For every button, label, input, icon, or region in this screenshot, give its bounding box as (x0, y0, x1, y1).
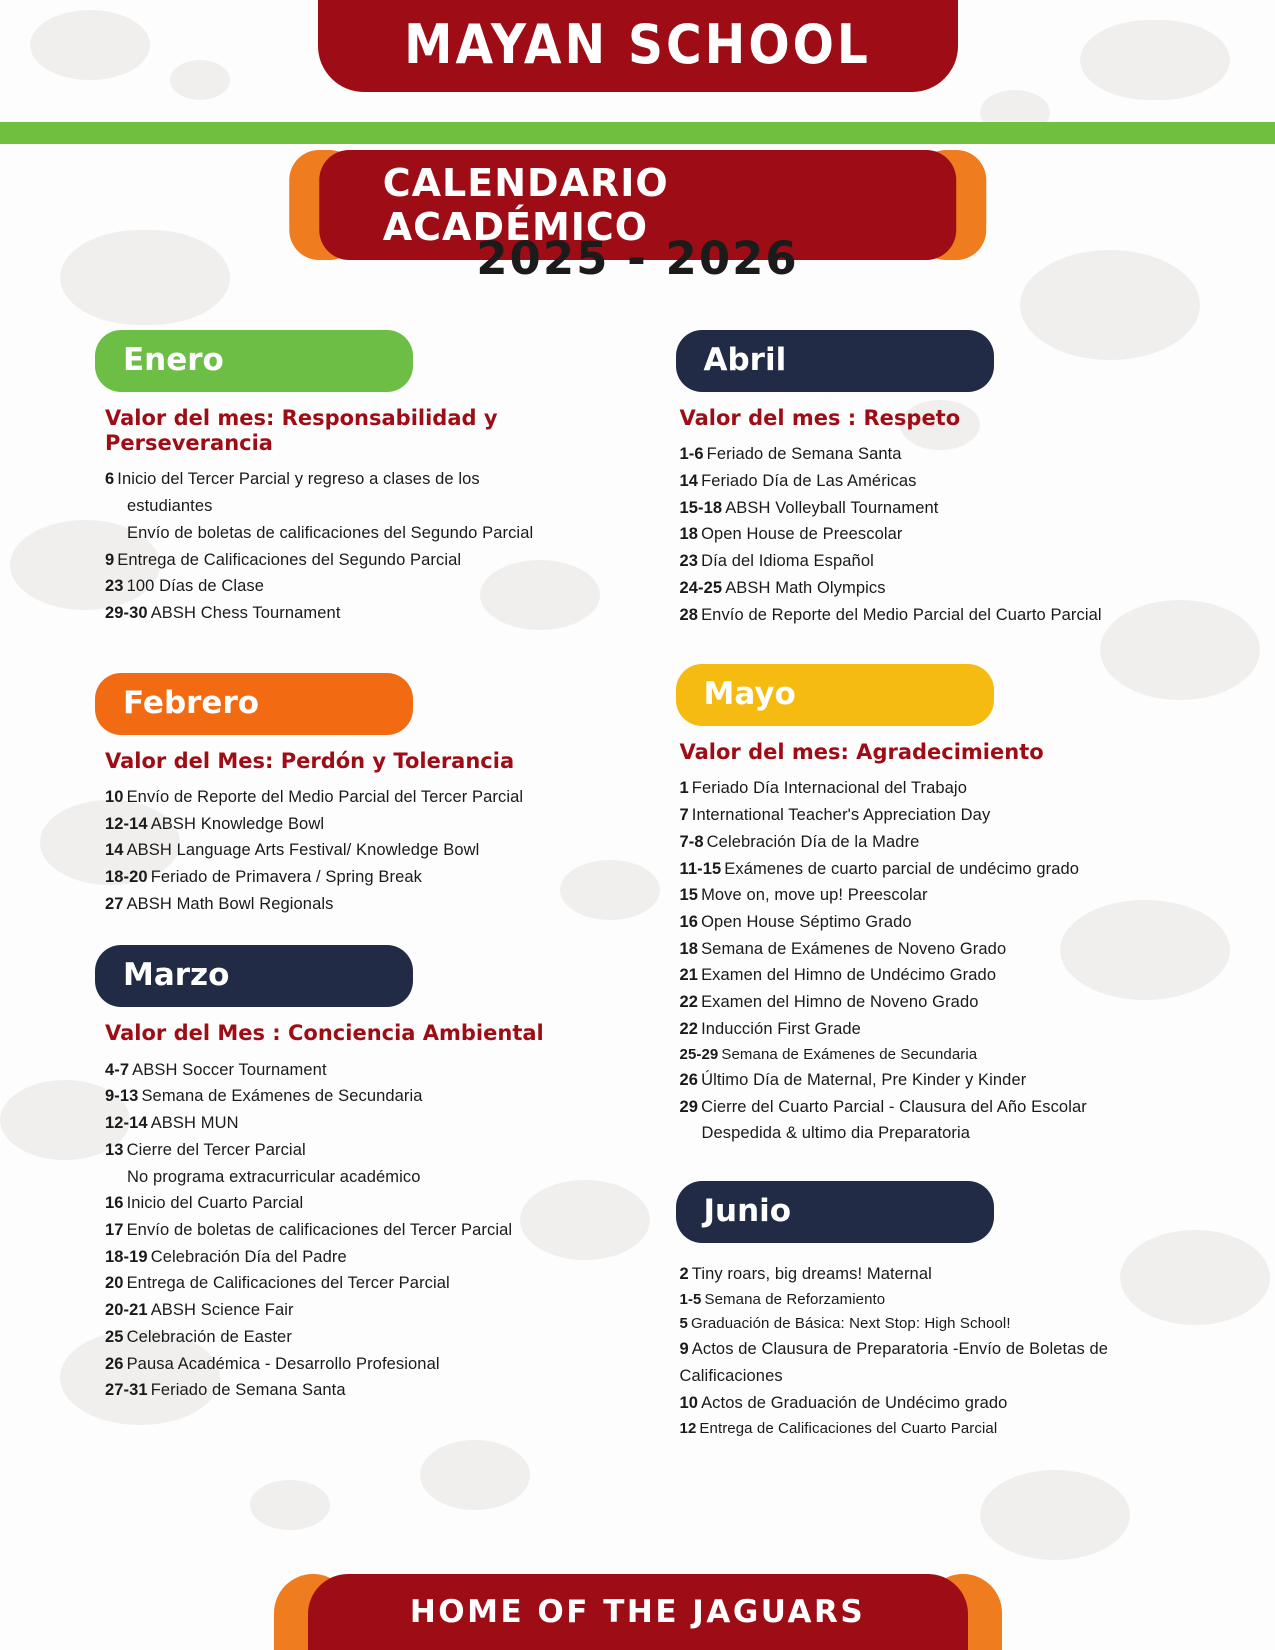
list-item: 13 Cierre del Tercer Parcial (105, 1140, 306, 1159)
list-item: 14 ABSH Language Arts Festival/ Knowledge Bowl (105, 841, 480, 860)
list-item: 25-29 Semana de Exámenes de Secundaria (679, 1045, 978, 1063)
list-item: 24-25 ABSH Math Olympics (679, 578, 886, 597)
footer-banner (308, 1574, 968, 1650)
list-item: 16 Inicio del Cuarto Parcial (105, 1194, 304, 1213)
event-list-marzo (105, 1057, 618, 1404)
list-item: 18-19 Celebración Día del Padre (105, 1247, 347, 1266)
list-item: 7-8 Celebración Día de la Madre (679, 832, 920, 851)
event-list-mayo (680, 775, 1236, 1147)
list-item: estudiantes (127, 497, 213, 516)
month-block-febrero (95, 673, 618, 918)
month-title-junio: Junio (676, 1181, 994, 1243)
list-item: 2 Tiny roars, big dreams! Maternal (679, 1265, 932, 1284)
event-list-enero (105, 466, 618, 626)
month-title-mayo: Mayo (676, 664, 994, 726)
list-item: 11-15 Exámenes de cuarto parcial de undécimo grado (679, 859, 1080, 878)
school-banner (318, 0, 958, 92)
month-block-abril (676, 330, 1236, 628)
right-column (638, 330, 1275, 1459)
list-item: 6 Inicio del Tercer Parcial y regreso a clases de los (105, 470, 480, 489)
list-item: 22 Inducción First Grade (679, 1019, 861, 1038)
list-item: 18 Open House de Preescolar (679, 525, 903, 544)
list-item: 21 Examen del Himno de Undécimo Grado (679, 966, 997, 985)
school-name: MAYAN SCHOOL (404, 13, 871, 76)
month-value-marzo: Valor del Mes : Conciencia Ambiental (105, 1021, 544, 1046)
list-item: 9-13 Semana de Exámenes de Secundaria (105, 1087, 423, 1106)
list-item: 1-6 Feriado de Semana Santa (679, 445, 902, 464)
month-title-abril: Abril (676, 330, 994, 392)
list-item: 4-7 ABSH Soccer Tournament (105, 1060, 327, 1079)
list-item: 29-30 ABSH Chess Tournament (105, 603, 341, 622)
event-list-abril (680, 441, 1236, 628)
list-item: 5 Graduación de Básica: Next Stop: High School! (679, 1315, 1011, 1333)
list-item: 1-5 Semana de Reforzamiento (679, 1290, 886, 1308)
event-list-junio (680, 1261, 1236, 1441)
month-block-marzo (95, 945, 618, 1404)
list-item: 23 Día del Idioma Español (679, 552, 874, 571)
list-item: 27-31 Feriado de Semana Santa (105, 1381, 346, 1400)
list-item: Envío de boletas de calificaciones del Segundo Parcial (127, 523, 534, 542)
months-columns (0, 330, 1275, 1459)
event-list-febrero (105, 784, 618, 918)
month-title-febrero: Febrero (95, 673, 413, 735)
list-item: No programa extracurricular académico (127, 1167, 421, 1186)
list-item: Calificaciones (679, 1367, 783, 1386)
list-item: 18-20 Feriado de Primavera / Spring Break (105, 868, 422, 887)
list-item: 12 Entrega de Calificaciones del Cuarto Parcial (679, 1419, 998, 1437)
list-item: 28 Envío de Reporte del Medio Parcial del Cuarto Parcial (679, 605, 1102, 624)
month-block-junio (676, 1181, 1236, 1441)
list-item: Despedida & ultimo dia Preparatoria (701, 1124, 971, 1143)
month-title-enero: Enero (95, 330, 413, 392)
list-item: 9 Actos de Clausura de Preparatoria -Envío de Boletas de (679, 1340, 1109, 1359)
list-item: 26 Pausa Académica - Desarrollo Profesional (105, 1354, 440, 1373)
page-title: CALENDARIO ACADÉMICO (382, 161, 669, 249)
academic-year: 2025 - 2026 (476, 232, 799, 285)
list-item: 10 Actos de Graduación de Undécimo grado (679, 1393, 1008, 1412)
month-value-abril: Valor del mes : Respeto (679, 406, 961, 430)
list-item: 23 100 Días de Clase (105, 577, 265, 596)
month-value-enero: Valor del mes: Responsabilidad y Perseverancia (105, 406, 498, 456)
list-item: 15-18 ABSH Volleyball Tournament (679, 498, 939, 517)
list-item: 12-14 ABSH MUN (105, 1114, 239, 1133)
list-item: 10 Envío de Reporte del Medio Parcial del Tercer Parcial (105, 787, 524, 806)
list-item: 20-21 ABSH Science Fair (105, 1301, 294, 1320)
list-item: 22 Examen del Himno de Noveno Grado (679, 993, 979, 1012)
list-item: 15 Move on, move up! Preescolar (679, 886, 928, 905)
list-item: 14 Feriado Día de Las Américas (679, 471, 917, 490)
month-title-marzo: Marzo (95, 945, 413, 1007)
list-item: 16 Open House Séptimo Grado (679, 913, 912, 931)
list-item: 18 Semana de Exámenes de Noveno Grado (679, 939, 1007, 958)
list-item: 9 Entrega de Calificaciones del Segundo Parcial (105, 550, 462, 569)
list-item: 7 International Teacher's Appreciation Day (679, 806, 991, 825)
footer-slogan: HOME OF THE JAGUARS (409, 1594, 866, 1630)
list-item: 26 Último Día de Maternal, Pre Kinder y Kinder (679, 1070, 1027, 1089)
list-item: 25 Celebración de Easter (105, 1327, 292, 1346)
month-block-mayo (676, 664, 1236, 1147)
list-item: 27 ABSH Math Bowl Regionals (105, 894, 334, 913)
list-item: 1 Feriado Día Internacional del Trabajo (679, 779, 967, 798)
list-item: 20 Entrega de Calificaciones del Tercer Parcial (105, 1274, 450, 1293)
green-divider-strip (0, 122, 1275, 144)
month-value-febrero: Valor del Mes: Perdón y Tolerancia (105, 748, 515, 773)
left-column (0, 330, 638, 1459)
month-value-mayo: Valor del mes: Agradecimiento (679, 740, 1044, 765)
list-item: 12-14 ABSH Knowledge Bowl (105, 814, 325, 833)
list-item: 29 Cierre del Cuarto Parcial - Clausura del Año Escolar (679, 1097, 1087, 1116)
month-block-enero (95, 330, 618, 627)
list-item: 17 Envío de boletas de calificaciones del Tercer Parcial (105, 1220, 513, 1239)
